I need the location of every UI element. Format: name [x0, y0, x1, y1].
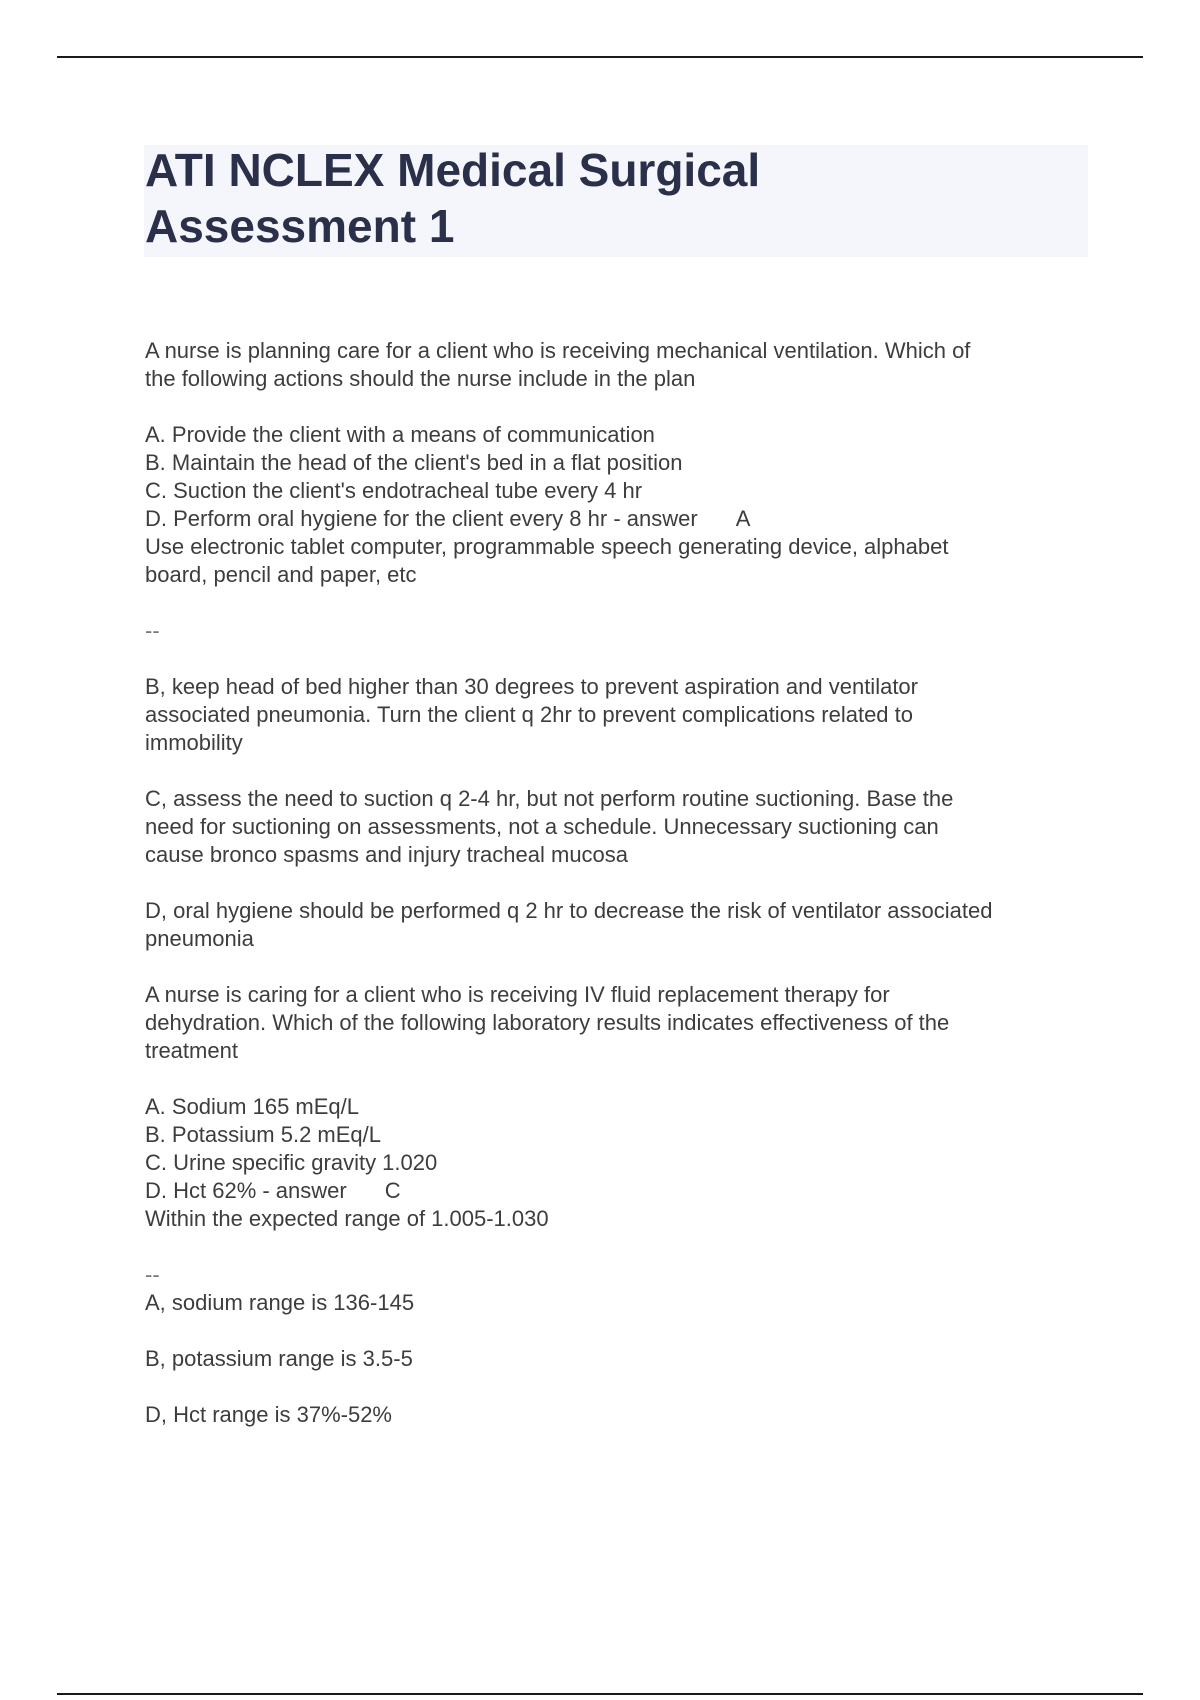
q1-stem-line-2: the following actions should the nurse include in the plan: [145, 366, 696, 391]
title-line-2: Assessment 1: [145, 200, 455, 252]
q2-stem-line-1: A nurse is caring for a client who is receiving IV fluid replacement therapy for: [145, 982, 890, 1007]
document-body: [145, 337, 1090, 1429]
q1-stem-line-1: A nurse is planning care for a client who is receiving mechanical ventilation. Which of: [145, 338, 971, 363]
q1-rationale-line-2: board, pencil and paper, etc: [145, 562, 417, 587]
question-2: [145, 981, 1090, 1429]
q1-explanation-d-line-2: pneumonia: [145, 926, 254, 951]
spacer: [145, 1065, 1090, 1093]
q2-explanation-b: B, potassium range is 3.5-5: [145, 1346, 413, 1371]
q1-explanation-c-line-1: C, assess the need to suction q 2-4 hr, but not perform routine suctioning. Base the: [145, 786, 954, 811]
q1-explanation-c-line-3: cause bronco spasms and injury tracheal mucosa: [145, 842, 629, 867]
title-line-1: ATI NCLEX Medical Surgical: [145, 144, 761, 196]
spacer: [145, 953, 1090, 981]
q1-option-d-line: [145, 505, 1090, 533]
q2-separator: --: [145, 1262, 160, 1287]
q1-option-c: C. Suction the client's endotracheal tube every 4 hr: [145, 478, 643, 503]
spacer: [145, 1233, 1090, 1261]
q2-explanation-a: A, sodium range is 136-145: [145, 1290, 415, 1315]
q1-separator: --: [145, 618, 160, 643]
spacer: [145, 1317, 1090, 1345]
q2-rationale: Within the expected range of 1.005-1.030: [145, 1206, 549, 1231]
q1-option-b: B. Maintain the head of the client's bed in a flat position: [145, 450, 683, 475]
spacer: [145, 757, 1090, 785]
question-1: [145, 337, 1090, 953]
q2-answer-key: C: [384, 1178, 401, 1203]
q1-option-a: A. Provide the client with a means of communication: [145, 422, 655, 447]
spacer: [145, 393, 1090, 421]
spacer: [145, 589, 1090, 617]
q2-option-b: B. Potassium 5.2 mEq/L: [145, 1122, 381, 1147]
q1-explanation-b-line-3: immobility: [145, 730, 243, 755]
q1-explanation-c-line-2: need for suctioning on assessments, not a schedule. Unnecessary suctioning can: [145, 814, 939, 839]
q2-option-c: C. Urine specific gravity 1.020: [145, 1150, 438, 1175]
q1-explanation-b-line-1: B, keep head of bed higher than 30 degrees to prevent aspiration and ventilator: [145, 674, 918, 699]
page-title: [145, 142, 1045, 254]
q1-rationale-line-1: Use electronic tablet computer, programmable speech generating device, alphabet: [145, 534, 949, 559]
top-rule: [57, 56, 1143, 58]
q1-explanation-d-line-1: D, oral hygiene should be performed q 2 hr to decrease the risk of ventilator associated: [145, 898, 993, 923]
spacer: [145, 645, 1090, 673]
q2-stem-line-2: dehydration. Which of the following laboratory results indicates effectiveness of the: [145, 1010, 950, 1035]
q1-explanation-b-line-2: associated pneumonia. Turn the client q 2hr to prevent complications related to: [145, 702, 914, 727]
q1-option-d: D. Perform oral hygiene for the client every 8 hr - answer: [145, 506, 698, 531]
q2-option-d: D. Hct 62% - answer: [145, 1178, 347, 1203]
spacer: [145, 869, 1090, 897]
q2-option-d-line: [145, 1177, 1090, 1205]
bottom-rule: [57, 1693, 1143, 1695]
q2-explanation-d: D, Hct range is 37%-52%: [145, 1402, 392, 1427]
q1-answer-key: A: [735, 506, 751, 531]
spacer: [145, 1373, 1090, 1401]
q2-stem-line-3: treatment: [145, 1038, 238, 1063]
q2-option-a: A. Sodium 165 mEq/L: [145, 1094, 360, 1119]
